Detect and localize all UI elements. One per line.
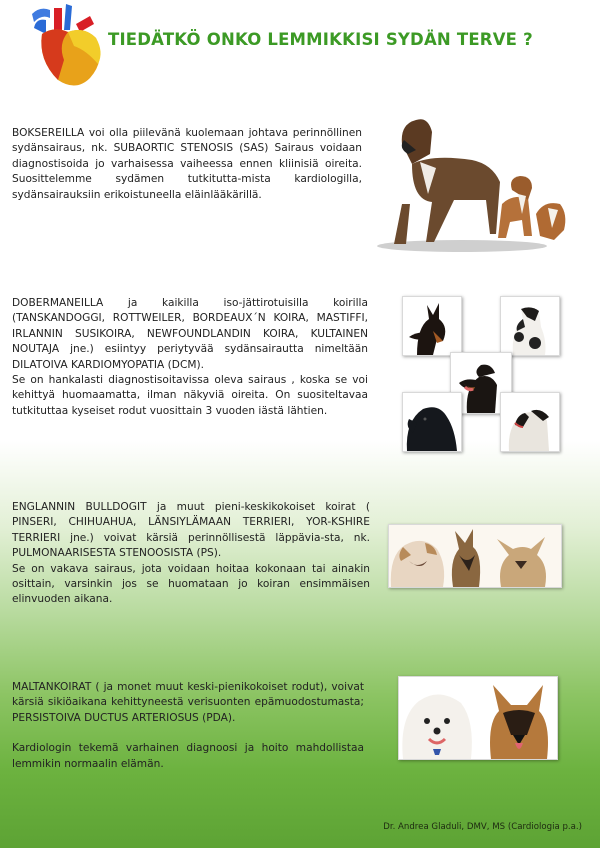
section-doberman-text: [12, 296, 368, 419]
page-title: TIEDÄTKÖ ONKO LEMMIKKISI SYDÄN TERVE ?: [108, 30, 533, 49]
section-bulldog-text: [12, 500, 370, 608]
paragraph: Kardiologin tekemä varhainen diagnoosi ja hoito mahdollistaa lemmikin normaalin elämän.: [12, 742, 364, 770]
mastiff-photo: [500, 392, 560, 452]
paragraph: BOKSEREILLA voi olla piilevänä kuolemaan johtava perinnöllinen sydänsairaus, nk. SUBAORTIC STENOSIS (SAS) Sairaus voidaan diagnostisoida jo varhaisessa vaiheessa ennen kliinisiä oireita. Suosittelemme sydämen tutkitutta-mista kardiologilla, sydänsairauksiin erikoistuneella eläinlääkärillä.: [12, 127, 362, 201]
great-dane-photo: [500, 296, 560, 356]
boxer-dogs-photo: [372, 104, 582, 264]
small-breeds-photo: [388, 524, 562, 588]
newfoundland-photo: [402, 392, 462, 452]
section-boxer-text: [12, 126, 362, 203]
heart-illustration: [24, 0, 110, 92]
doberman-photo: [402, 296, 462, 356]
maltese-dogs-photo: [398, 676, 558, 760]
paragraph: Se on vakava sairaus, jota voidaan hoitaa kokonaan tai ainakin osittain, varsinkin jos se huomataan jo koiran ensimmäisen elinvuoden aikana.: [12, 562, 370, 606]
paragraph: Se on hankalasti diagnostisoitavissa oleva sairaus , koska se voi kehittyä huomaamatta, ilman näkyviä oireita. On suositeltavaa tutkituttaa kyseiset rodut vuosittain 3 vuoden iästä lähtien.: [12, 374, 368, 417]
paragraph: [12, 726, 364, 741]
section-maltese-text: [12, 680, 364, 772]
paragraph: MALTANKOIRAT ( ja monet muut keski-pienikokoiset rodut), voivat kärsiä sikiöaikana kehittyneestä verisuonten epämuodostumasta; PERSISTOIVA DUCTUS ARTERIOSUS (PDA).: [12, 681, 364, 724]
paragraph: DOBERMANEILLA ja kaikilla iso-jättirotuisilla koirilla (TANSKANDOGGI, ROTTWEILER, BORDEAUX´N KOIRA, MASTIFFI, IRLANNIN SUSIKOIRA, NEWFOUNDLANDIN KOIRA, KULTAINEN NOUTAJA jne.) esiintyy periytyvää sydänsairautta nimeltään DILATOIVA KARDIOMYOPATIA (DCM).: [12, 297, 368, 371]
paragraph: ENGLANNIN BULLDOGIT ja muut pieni-keskikokoiset koirat ( PINSERI, CHIHUAHUA, LÄNSIYLÄMAAN TERRIERI, YOR-KSHIRE TERRIERI jne.) voivat kärsiä perinnöllisestä läppävia-sta, nk. PULMONAARISESTA STENOOSISTA (PS).: [12, 501, 370, 560]
author-credit: Dr. Andrea Gladuli, DMV, MS (Cardiologia p.a.): [383, 822, 582, 832]
